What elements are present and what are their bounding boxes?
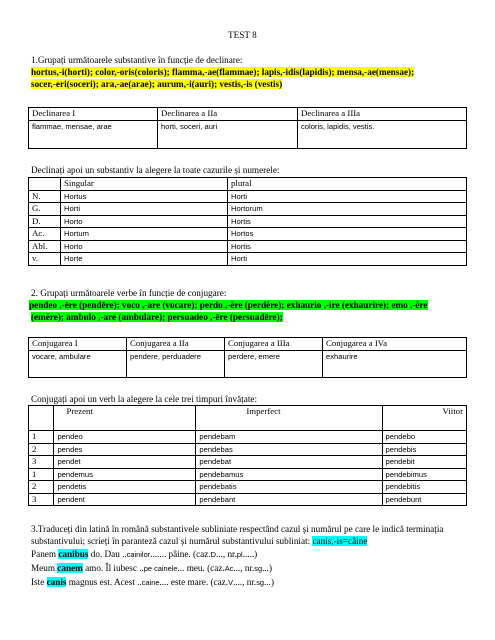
table-cell: pendebis [382,443,466,456]
case-label: D. [29,215,61,228]
answer-fill: caine [141,578,160,587]
table-cell: Hortorum [228,203,467,216]
table-cell: Horti [228,253,467,266]
ex2-verbs-line2-text: (emĕre); ambulo ,-are (ambulare); persuadeo ,-ēre (persuadēre); [31,312,283,322]
table-cell: pendetis [54,481,196,494]
ex3-instruction-line2 [31,536,367,548]
underlined-noun: canibus [58,549,89,559]
table-cell: pendebit [382,456,466,469]
ex2-verbs-line1 [29,300,428,312]
table-cell: pendebat [196,456,382,469]
case-label: Abl. [29,240,61,253]
answer-fill: sg [256,578,265,587]
vocab-highlight: canis,-is=câine [312,536,368,546]
person-label: 3 [29,456,54,469]
sentence-text: ..., nr. [215,549,237,559]
table-cell: pendes [54,443,196,456]
case-label: Ac. [29,228,61,241]
sentence-text: .... este mare. (caz. [159,577,229,587]
table-cell: Horti [61,203,228,216]
answer-cell: coloris, lapidis, vestis. [298,120,467,148]
table-cell: Horti [228,190,467,203]
table-cell: Horto [61,215,228,228]
sentence-text: amo. Îl iubesc .. [82,563,144,573]
sentence-text: ..., nr. [233,563,255,573]
ex2-instruction: 2. Grupați următoarele verbe în funcție de conjugare: [31,288,227,298]
answer-cell: vocare, ambulare [29,350,127,377]
sentence-text: ...., nr. [233,577,257,587]
table-header: Imperfect [196,406,382,431]
sentence-text: Panem [31,549,59,559]
table-header: plural [228,178,467,191]
table-cell: Horto [61,240,228,253]
answer-cell: flammae, mensae, arae [29,120,158,148]
table-cell: Hortis [228,240,467,253]
table-cell: pendebamus [196,468,382,481]
table-cell: Hortos [228,228,467,241]
sentence-2 [31,563,272,575]
table-header: Declinarea a IIIa [298,108,467,121]
answer-cell: exhaurire [323,350,467,377]
person-label: 2 [29,443,54,456]
table-cell: Horte [61,253,228,266]
table-header [29,406,54,431]
table-cell: pendebatis [196,481,382,494]
sentence-text: do. Dau .. [88,549,127,559]
ex3-instruction-line1: 3.Traduceți din latină în română substantivele subliniate respectând cazul și numărul pe care le indică terminația [31,524,444,534]
ex1-words-line2 [31,79,282,91]
sentence-text: magnus est. Acest .. [66,577,142,587]
table-header: Conjugarea a IIa [127,338,225,351]
table-cell: pendebas [196,443,382,456]
table-cell: Hortis [228,215,467,228]
sentence-text: ...) [264,577,274,587]
table-cell: Hortum [61,228,228,241]
table-cell: pendebam [196,431,382,444]
answer-fill: pe cainele [143,564,178,573]
table-cell: Hortus [61,190,228,203]
ex1-words-line1-text: hortus,-i(horti); color,-oris(coloris); flamma,-ae(flammae); lapis,-idis(lapidis); mensa,-ae(mensae); [31,67,415,77]
table-header: Declinarea a IIa [158,108,298,121]
ex1-words-line2-text: socer,-eri(soceri); ara,-ae(arae); aurum,-i(auri); vestis,-is (vestis) [31,79,283,89]
case-label: v. [29,253,61,266]
sentence-text: ....... pâine. (caz. [150,549,211,559]
sentence-text: Meum [31,563,58,573]
answer-cell: pendere, perduadere [127,350,225,377]
table-header: Conjugarea a IVa [323,338,467,351]
table-header: Declinarea I [29,108,158,121]
table-header: Conjugarea a IIIa [225,338,323,351]
person-label: 1 [29,468,54,481]
answer-fill: Ac [224,564,234,573]
table-cell: pendent [54,493,196,506]
sentence-text: ...) [262,563,273,573]
table-cell: pendeo [54,431,196,444]
sentence-1 [31,549,257,561]
page-title: TEST 8 [228,30,257,40]
person-label: 3 [29,493,54,506]
answer-fill: D [210,550,216,559]
person-label: 2 [29,481,54,494]
person-label: 1 [29,431,54,444]
answer-cell: horti, soceri, auri [158,120,298,148]
ex2-verbs-line1-text: pendeo ,-ēre (pendēre); voco ,-are (vocare); perdo ,-ĕre (perdĕre); exhaurio ,-ire (exhaurire); emo ,-ĕre [29,300,428,310]
declension-instruction: Declinați apoi un substantiv la alegere la toate cazurile și numerele: [31,165,280,175]
ex2-verbs-line2 [31,312,283,324]
answer-fill: sg [254,564,263,573]
table-header: Singular [61,178,228,191]
table-cell: pendebant [196,493,382,506]
underlined-noun: canem [57,563,83,573]
sentence-text: ... meu. (caz. [177,563,225,573]
sentence-text: Iste [31,577,47,587]
table-cell: pendebo [382,431,466,444]
conjugation-groups-table [28,337,467,378]
table-header: Viitor [382,406,466,431]
ex1-words-line1 [31,67,463,79]
case-label: N. [29,190,61,203]
answer-cell: perdere, emere [225,350,323,377]
table-header: Conjugarea I [29,338,127,351]
sentence-text: .....) [242,549,258,559]
conjugation-table [28,405,467,506]
conjugation-instruction: Conjugați apoi un verb la alegere la cele trei timpuri învățate: [31,394,258,404]
answer-fill: pl [236,550,243,559]
table-header: Prezent [54,406,196,431]
table-cell: pendebunt [382,493,466,506]
sentence-3 [31,577,274,589]
ex1-instruction: 1.Grupați următoarele substantive în funcție de declinare: [31,55,243,65]
case-label: G. [29,203,61,216]
table-cell: pendet [54,456,196,469]
declension-groups-table [28,107,467,149]
table-header [29,178,61,191]
table-cell: pendebitis [382,481,466,494]
table-cell: pendebimus [382,468,466,481]
ex3-instruction-line2-text: substantivului; scrieți în paranteză cazul și numărul substantivului subliniat: [31,536,311,546]
answer-fill: V [228,578,233,587]
answer-fill: cainilor [126,550,151,559]
underlined-noun: canis [46,577,67,587]
declension-table [28,177,467,266]
table-cell: pendemus [54,468,196,481]
